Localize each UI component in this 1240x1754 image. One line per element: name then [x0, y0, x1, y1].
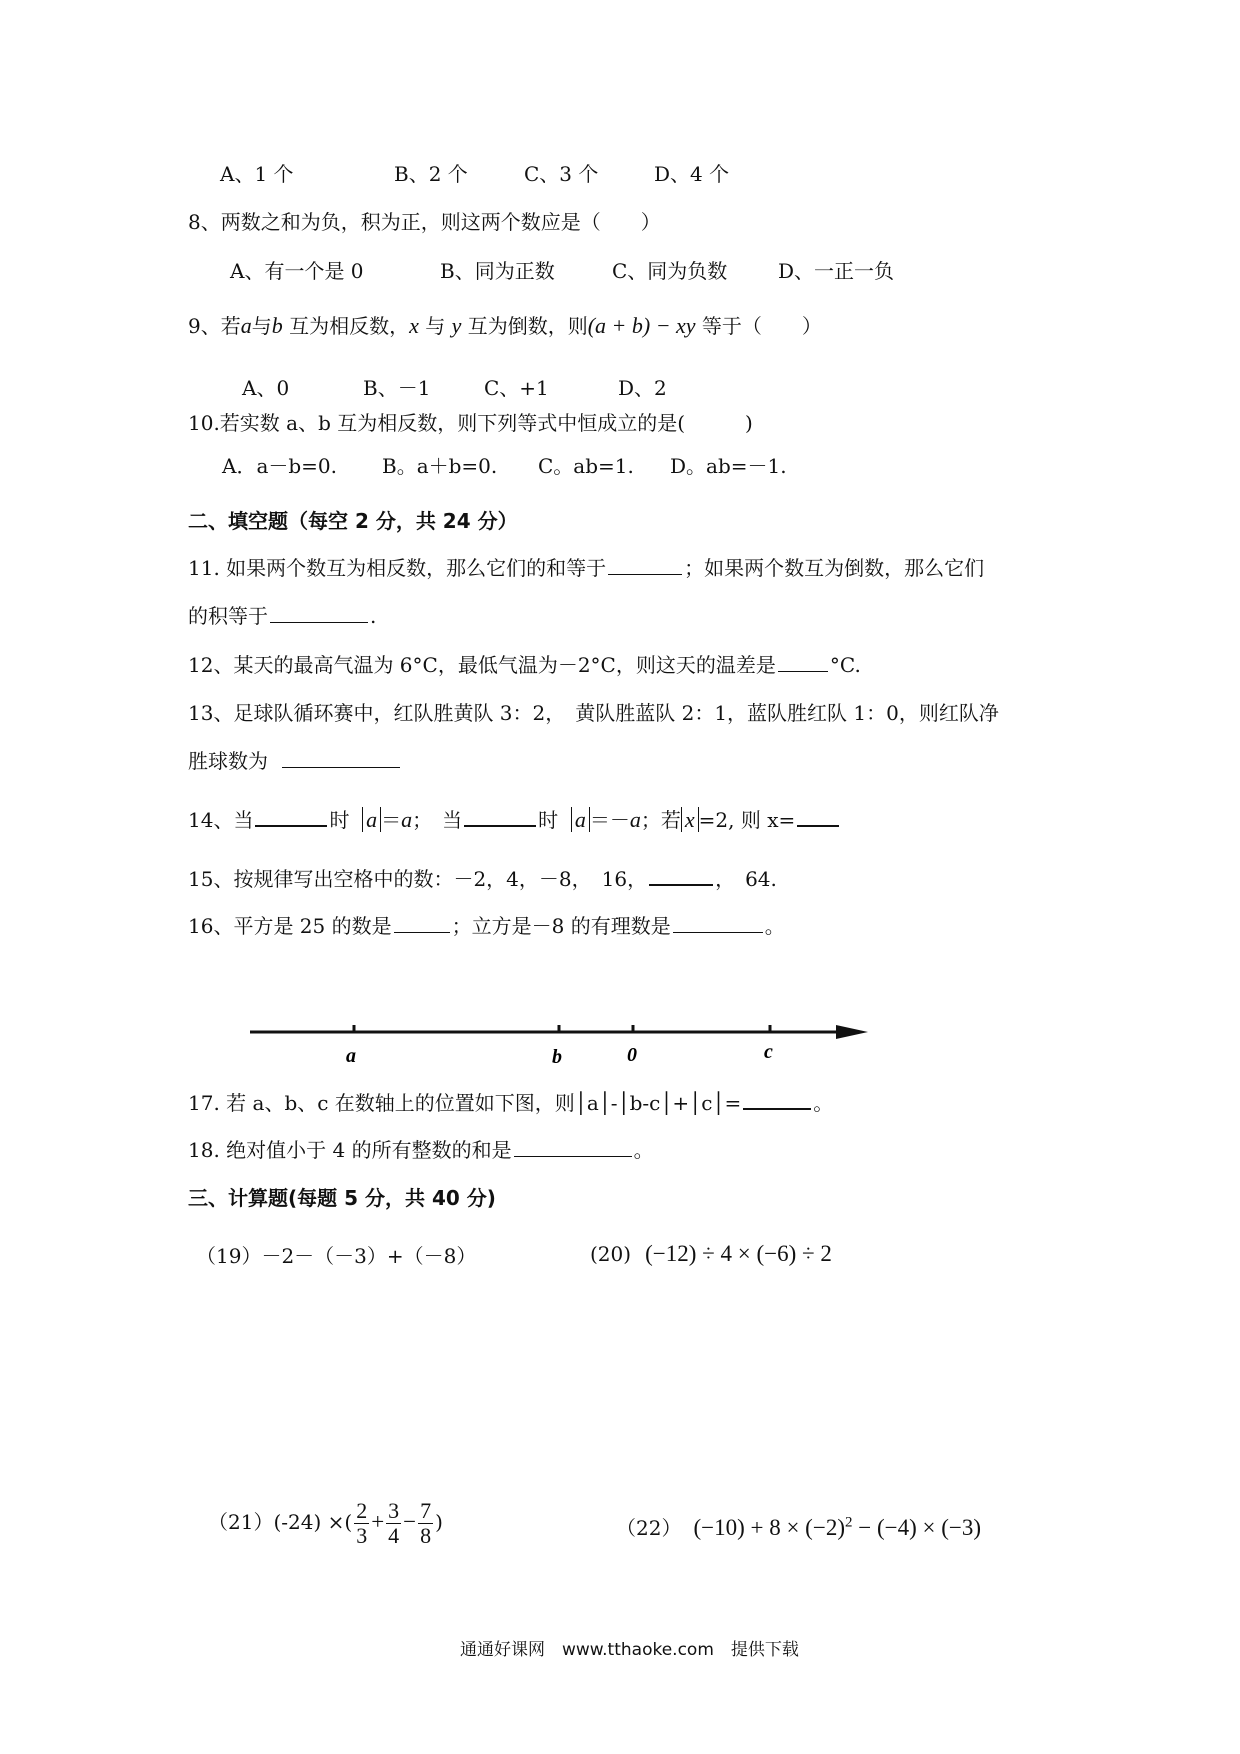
q10-option-d: D。ab=－1.	[670, 454, 787, 478]
q18-blank[interactable]	[514, 1136, 632, 1157]
q8-option-c: C、同为负数	[612, 259, 728, 283]
q21-fraction-1: $\frac{2}{3}$	[356, 1498, 368, 1548]
q14-blank-3[interactable]	[797, 805, 839, 827]
q20: (20) (−12) ÷ 4 × (−6) ÷ 2	[590, 1241, 832, 1266]
number-line-label-0: 0	[627, 1044, 637, 1066]
q13-line-2: 胜球数为	[188, 747, 402, 775]
q14-blank-2[interactable]	[464, 805, 536, 827]
q11-line-2: 的积等于 .	[188, 604, 377, 628]
q14-abs-x: x	[681, 807, 699, 832]
q11-blank-1[interactable]	[608, 554, 682, 575]
q7-option-c: C、3 个	[524, 162, 599, 186]
q9-option-a: A、0	[242, 376, 290, 400]
q8-stem: 8、两数之和为负，积为正，则这两个数应是（ ）	[188, 210, 661, 234]
q10-option-b: B。a＋b=0.	[382, 454, 498, 478]
q17: 17. 若 a、b、c 在数轴上的位置如下图，则│a│-│b-c│+│c│= 。	[188, 1088, 833, 1117]
q16-blank-1[interactable]	[394, 912, 450, 933]
var-b: b	[271, 313, 283, 338]
q19: （19）－2－（－3）+（－8）	[196, 1244, 477, 1268]
q21-fraction-3: $\frac{7}{8}$	[420, 1498, 432, 1548]
q13-line-1: 13、足球队循环赛中，红队胜黄队 3：2， 黄队胜蓝队 2：1，蓝队胜红队 1：0，则红队净	[188, 701, 999, 725]
section-2-title: 二、填空题（每空 2 分，共 24 分）	[188, 509, 518, 533]
q21: （21）(-24) ×( $\frac{2}{3}$ + $\frac{3}{4}$ − $\frac{7}{8}$ )	[208, 1498, 443, 1548]
q18: 18. 绝对值小于 4 的所有整数的和是 。	[188, 1138, 654, 1162]
q10-options	[222, 452, 787, 480]
q9-stem: 9、若a与b 互为相反数，x 与 y 互为倒数，则(a + b) − xy 等于（ ）	[188, 313, 822, 338]
q17-blank[interactable]	[743, 1088, 811, 1110]
q11-line-1: 11. 如果两个数互为相反数，那么它们的和等于 ；如果两个数互为倒数，那么它们	[188, 556, 985, 580]
q9-option-b: B、－1	[363, 376, 431, 400]
q7-option-a: A、1 个	[220, 162, 294, 186]
var-a: a	[240, 313, 252, 338]
q13-blank[interactable]	[282, 747, 400, 768]
q16-blank-2[interactable]	[673, 912, 763, 933]
q7-options	[220, 160, 729, 188]
q7-option-b: B、2 个	[394, 162, 468, 186]
q11-blank-2[interactable]	[270, 602, 368, 623]
q9-options	[242, 374, 667, 402]
number-line-label-b: b	[552, 1046, 562, 1068]
q7-option-d: D、4 个	[654, 162, 730, 186]
q10-option-c: C。ab=1.	[538, 454, 634, 478]
q12-blank[interactable]	[778, 651, 828, 672]
number-line	[240, 1000, 880, 1070]
footer-credit: 通通好课网 www.tthaoke.com 提供下载	[460, 1640, 799, 1660]
q22: （22） $(-10) + 8 \times (-2)^2 - (-4) \times (-3)$	[616, 1514, 982, 1540]
var-y: y	[451, 313, 462, 338]
q10-option-a: A．a－b=0.	[222, 454, 338, 478]
number-line-label-c: c	[764, 1041, 773, 1063]
var-x: x	[409, 313, 419, 338]
q12: 12、某天的最高气温为 6°C，最低气温为－2°C，则这天的温差是 °C.	[188, 653, 861, 677]
q9-expression: (a + b) − xy	[587, 313, 696, 338]
q8-option-d: D、一正一负	[778, 259, 895, 283]
q21-fraction-2: $\frac{3}{4}$	[388, 1498, 400, 1548]
q15: 15、按规律写出空格中的数：－2，4，－8， 16， ， 64.	[188, 864, 777, 893]
q19-expression: －2－（－3）+（－8）	[261, 1244, 477, 1268]
q14: 14、当 时 a ＝a； 当 时 a ＝－a；若 x =2, 则 x=	[188, 805, 841, 834]
q9-option-d: D、2	[618, 376, 667, 400]
q15-blank[interactable]	[649, 864, 713, 886]
q14-abs-a: a	[362, 807, 381, 832]
q9-option-c: C、+1	[484, 376, 549, 400]
q10-stem: 10.若实数 a、b 互为相反数，则下列等式中恒成立的是( )	[188, 411, 753, 435]
q14-abs-a-2: a	[571, 807, 590, 832]
q8-options	[230, 257, 894, 285]
q8-option-a: A、有一个是 0	[230, 259, 364, 283]
q14-blank-1[interactable]	[255, 805, 327, 827]
q22-expression: $(-10) + 8 \times (-2)^2 - (-4) \times (-3)$	[693, 1514, 982, 1540]
q8-option-b: B、同为正数	[440, 259, 555, 283]
number-line-label-a: a	[346, 1045, 356, 1067]
q20-expression: (−12) ÷ 4 × (−6) ÷ 2	[645, 1241, 832, 1266]
section-3-title: 三、计算题(每题 5 分，共 40 分)	[188, 1186, 496, 1210]
q16: 16、平方是 25 的数是 ；立方是－8 的有理数是 。	[188, 914, 785, 938]
